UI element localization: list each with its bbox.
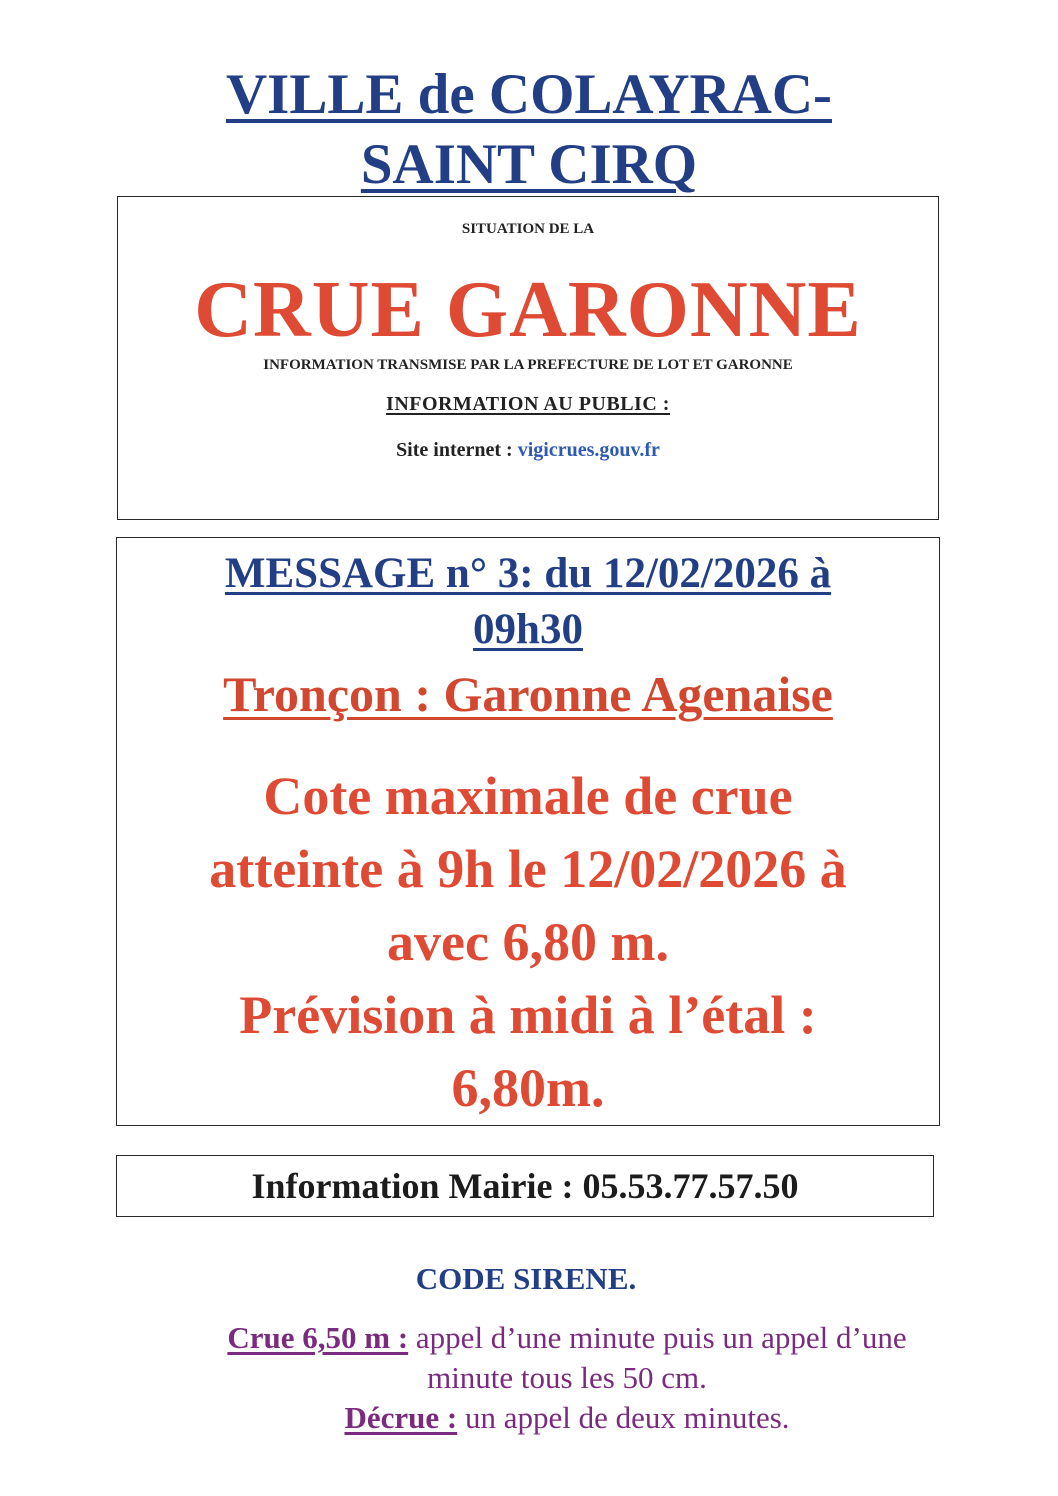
mairie-info: Information Mairie : 05.53.77.57.50 — [251, 1166, 799, 1206]
public-info-label: INFORMATION AU PUBLIC : — [386, 393, 670, 415]
situation-label: SITUATION DE LA — [461, 221, 595, 237]
code-sirene-title: CODE SIRENE. — [415, 1261, 637, 1296]
decrue-rule — [0, 1398, 1058, 1438]
situation-panel — [117, 196, 939, 520]
decrue-rule-label: Décrue : — [344, 1400, 458, 1435]
troncon-heading — [117, 664, 939, 724]
troncon-label: Tronçon : Garonne Agenaise — [223, 666, 833, 722]
crue-rule — [0, 1318, 1058, 1358]
crue-rule-continuation: minute tous les 50 cm. — [427, 1360, 707, 1395]
message-body-line: atteinte à 9h le 12/02/2026 à — [209, 839, 847, 899]
crue-rule-label: Crue 6,50 m : — [227, 1320, 409, 1355]
message-body-line: Prévision à midi à l’étal : — [239, 985, 817, 1045]
message-panel — [116, 537, 940, 1126]
city-title — [0, 60, 1058, 200]
message-body-line: 6,80m. — [451, 1058, 605, 1118]
decrue-rule-text: un appel de deux minutes. — [457, 1400, 790, 1435]
city-title-line1: VILLE de COLAYRAC- — [226, 63, 832, 126]
message-body-line: avec 6,80 m. — [387, 912, 669, 972]
message-heading-line1: MESSAGE n° 3: du 12/02/2026 à — [224, 550, 832, 597]
website-link[interactable]: vigicrues.gouv.fr — [517, 439, 660, 461]
crue-title: CRUE GARONNE — [194, 266, 862, 354]
public-info-heading — [118, 393, 938, 416]
message-body-line: Cote maximale de crue — [263, 766, 793, 826]
crue-rule-text: appel d’une minute puis un appel d’une — [408, 1320, 907, 1355]
prefecture-note: INFORMATION TRANSMISE PAR LA PREFECTURE DE LOT ET GARONNE — [263, 357, 793, 373]
website-line — [118, 439, 938, 462]
message-body — [117, 760, 939, 1125]
message-heading — [117, 546, 939, 658]
website-label: Site internet : — [396, 439, 518, 461]
message-heading-line2: 09h30 — [473, 606, 583, 653]
sirene-rules — [0, 1318, 1058, 1438]
city-title-line2: SAINT CIRQ — [360, 133, 698, 196]
mairie-panel — [116, 1155, 934, 1217]
